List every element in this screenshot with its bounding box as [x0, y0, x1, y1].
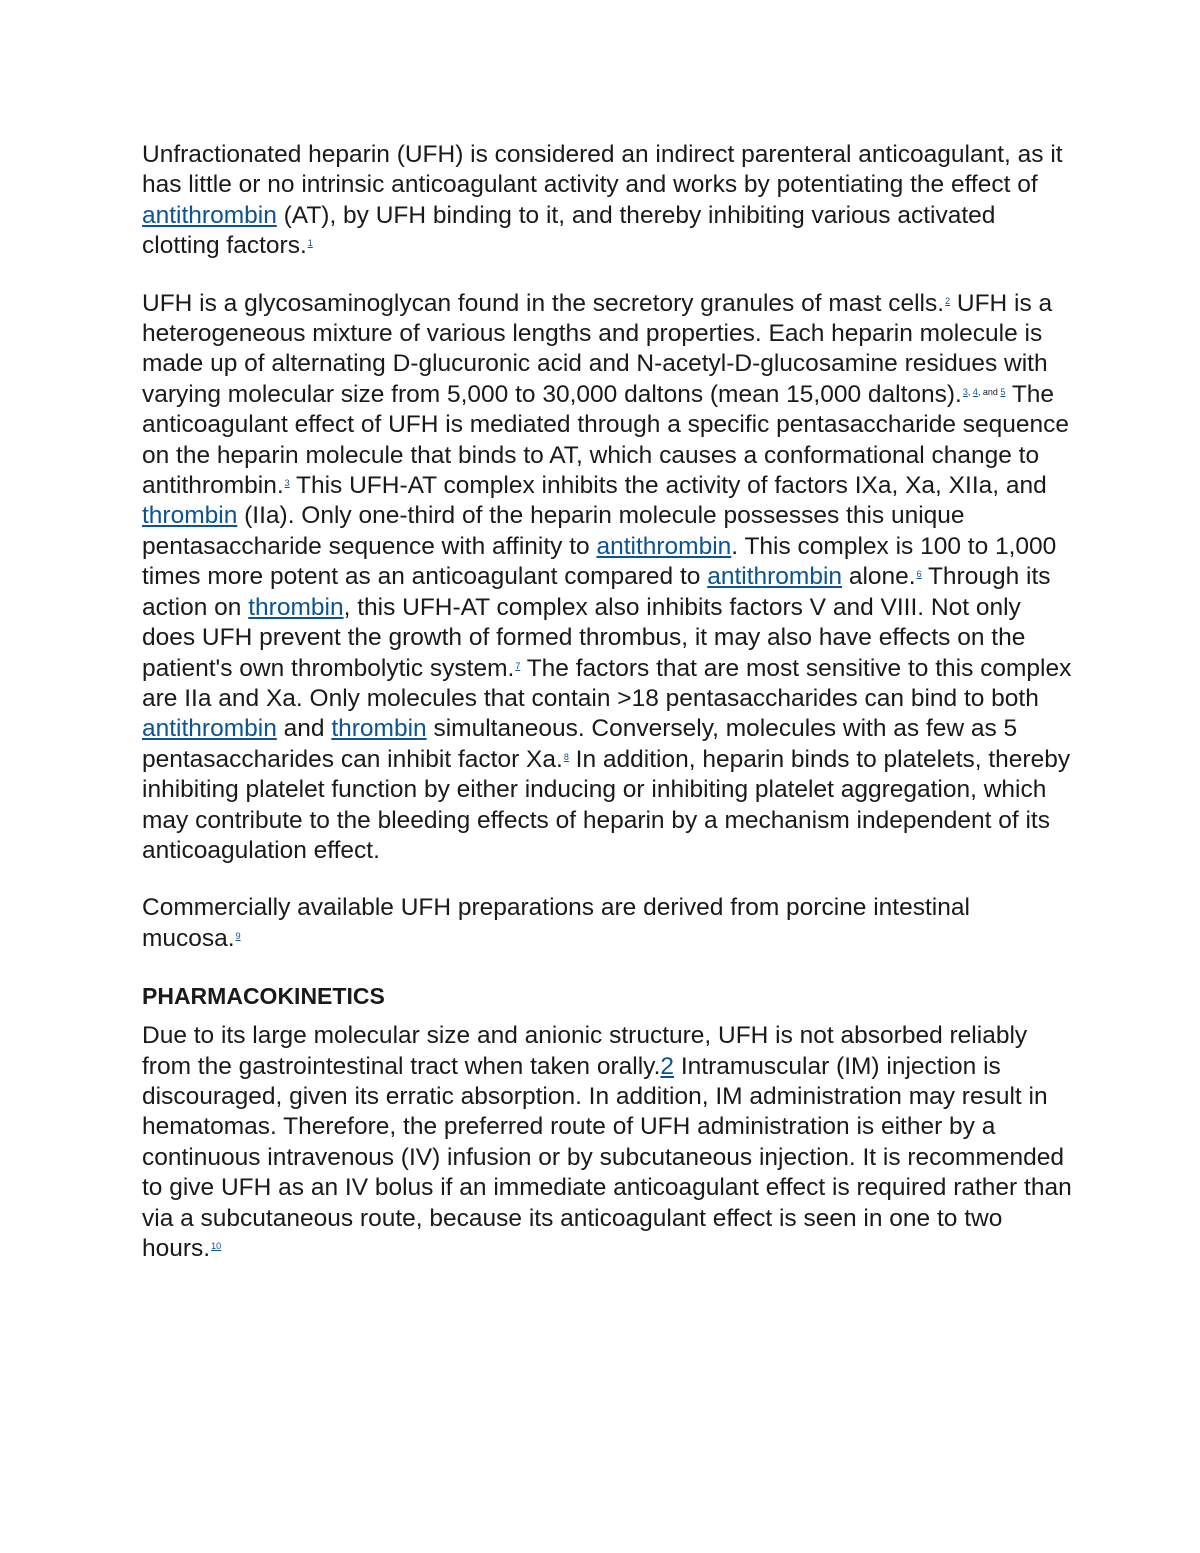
text: This UFH-AT complex inhibits the activity of factors IXa, Xa, XIIa, and [289, 472, 1047, 500]
link-antithrombin[interactable]: antithrombin [707, 563, 843, 591]
citation-link-2[interactable]: 2 [945, 295, 951, 306]
citation [210, 1241, 221, 1251]
link-thrombin[interactable]: thrombin [331, 715, 427, 743]
citation-separator: , [967, 386, 973, 397]
text: simultaneous. Conversely, molecules with as few as 5 pentasaccharides can inhibit factor Xa. [142, 715, 1018, 773]
text: Through its action on [142, 563, 1051, 621]
section-heading: PHARMACOKINETICS [142, 983, 385, 1010]
paragraph-ufh-source [142, 893, 1072, 954]
paragraph-pharmacokinetics [142, 1021, 1072, 1264]
article-body [142, 140, 1072, 1264]
citation-separator: , and [977, 386, 1001, 397]
link-antithrombin[interactable]: antithrombin [142, 201, 277, 229]
text: Commercially available UFH preparations are derived from porcine intestinal mucosa. [142, 894, 970, 952]
citation-link-9[interactable]: 9 [235, 930, 241, 941]
citation [307, 238, 313, 248]
text: . This complex is 100 to 1,000 times more potent as an anticoagulant compared to [142, 532, 1057, 591]
paragraph-ufh-intro [142, 140, 1072, 262]
link-thrombin[interactable]: thrombin [142, 502, 238, 530]
text: In addition, heparin binds to platelets, thereby inhibiting platelet function by either inducing or inhibiting platelet aggregation, which may contribute to the bleeding effects of heparin by a mechanism independent of its anticoagulation effect. [142, 745, 1071, 864]
citation-link-5[interactable]: 5 [1000, 386, 1006, 397]
link-thrombin[interactable]: thrombin [248, 593, 344, 621]
citation [235, 931, 241, 941]
citation-link-6[interactable]: 6 [916, 569, 922, 580]
text: (IIa). Only one-third of the heparin molecule possesses this unique pentasaccharide sequence with affinity to [142, 502, 965, 560]
text: The factors that are most sensitive to this complex are IIa and Xa. Only molecules that contain >18 pentasaccharides can bind to both [142, 654, 1072, 712]
text: The anticoagulant effect of UFH is mediated through a specific pentasaccharide sequence on the heparin molecule that binds to AT, which causes a conformational change to antithrombin. [142, 380, 1070, 500]
citation-link-4[interactable]: 4 [972, 386, 978, 397]
text: Due to its large molecular size and anionic structure, UFH is not absorbed reliably from the gastrointestinal tract when taken orally. [142, 1022, 1028, 1080]
text: , this UFH-AT complex also inhibits factors V and VIII. Not only does UFH prevent the growth of formed thrombus, it may also have effects on the patient's own thrombolytic system. [142, 593, 1026, 682]
paragraph-ufh-mechanism [142, 289, 1072, 867]
text: (AT), by UFH binding to it, and thereby inhibiting various activated clotting factors. [142, 201, 996, 260]
text: UFH is a glycosaminoglycan found in the secretory granules of mast cells. [142, 289, 945, 317]
text: UFH is a heterogeneous mixture of various lengths and properties. Each heparin molecule is made up of alternating D-glucuronic acid and N-acetyl-D-glucosamine residues with varying molecular size from 5,000 to 30,000 daltons (mean 15,000 daltons). [142, 289, 1053, 408]
citation-link-2[interactable]: 2 [660, 1052, 675, 1080]
citation-group [962, 387, 1006, 397]
citation-link-3[interactable]: 3 [962, 386, 968, 397]
text: Intramuscular (IM) injection is discouraged, given its erratic absorption. In addition, IM administration may result in hematomas. Therefore, the preferred route of UFH administration is either by a continuous intravenous (IV) infusion or by subcutaneous injection. It is recommended to give UFH as an IV bolus if an immediate anticoagulant effect is required rather than via a subcutaneous route, because its anticoagulant effect is seen in one to two hours. [142, 1052, 1072, 1262]
citation-link-7[interactable]: 7 [515, 660, 521, 671]
citation-link-8[interactable]: 8 [563, 751, 569, 762]
text: alone. [842, 563, 916, 591]
text: and [276, 715, 332, 743]
citation-link-1[interactable]: 1 [307, 238, 313, 249]
citation-link-3[interactable]: 3 [284, 478, 290, 489]
link-antithrombin[interactable]: antithrombin [142, 715, 277, 743]
text: Unfractionated heparin (UFH) is considered an indirect parenteral anticoagulant, as it has little or no intrinsic anticoagulant activity and works by potentiating the effect of [142, 141, 1063, 199]
link-antithrombin[interactable]: antithrombin [596, 532, 732, 560]
citation-link-10[interactable]: 10 [211, 1241, 222, 1251]
